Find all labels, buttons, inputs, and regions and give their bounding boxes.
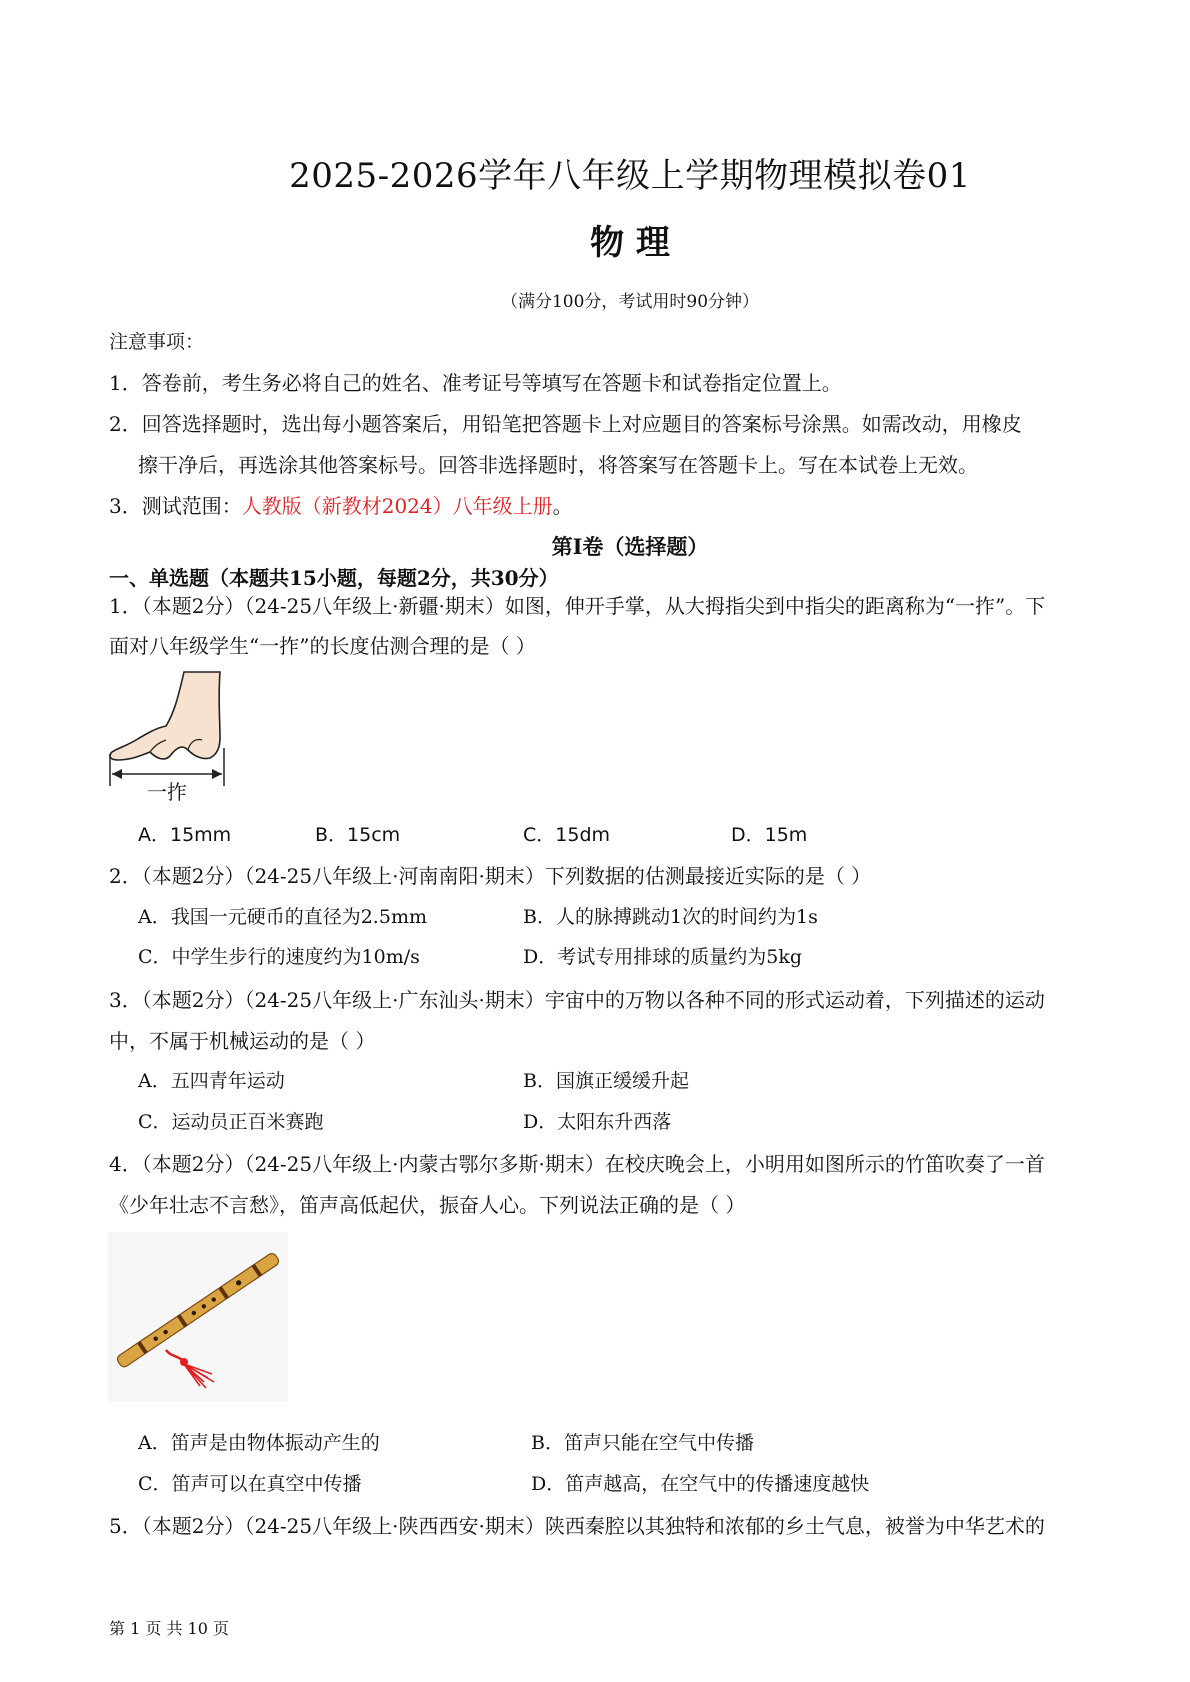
q1-stem-line-1: 1．（本题2分）（24-25八年级上·新疆·期末）如图，伸开手掌，从大拇指尖到中指尖的距离称为“一拃”。下	[109, 594, 1046, 618]
page-footer: 第 1 页 共 10 页	[109, 1619, 229, 1638]
note-item-3	[109, 490, 573, 519]
q1-option-d[interactable]: D．15m	[731, 824, 808, 846]
part-heading: 一、单选题（本题共15小题，每题2分，共30分）	[109, 566, 559, 590]
q4-option-c[interactable]: C．笛声可以在真空中传播	[138, 1473, 362, 1495]
q1-stem-line-2: 面对八年级学生“一拃”的长度估测合理的是（ ）	[109, 634, 536, 658]
q3-option-d[interactable]: D．太阳东升西落	[523, 1111, 672, 1133]
note-item-2-line-1: 2．回答选择题时，选出每小题答案后，用铅笔把答题卡上对应题目的答案标号涂黑。如需改动，用橡皮	[109, 412, 1022, 436]
note-item-2-line-2: 擦干净后，再选涂其他答案标号。回答非选择题时，将答案写在答题卡上。写在本试卷上无效。	[138, 453, 978, 477]
note-item-1: 1．答卷前，考生务必将自己的姓名、准考证号等填写在答题卡和试卷指定位置上。	[109, 371, 842, 395]
q3-stem-line-2: 中，不属于机械运动的是（ ）	[109, 1029, 376, 1053]
q4-stem-line-1: 4．（本题2分）（24-25八年级上·内蒙古鄂尔多斯·期末）在校庆晚会上，小明用如图所示的竹笛吹奏了一首	[109, 1152, 1045, 1176]
q4-option-a[interactable]: A．笛声是由物体振动产生的	[138, 1432, 380, 1454]
test-range: 人教版（新教材2024）八年级上册	[241, 494, 553, 518]
q1-option-c[interactable]: C．15dm	[523, 824, 611, 846]
exam-title: 2025-2026学年八年级上学期物理模拟卷01	[289, 156, 971, 196]
q4-option-b[interactable]: B．笛声只能在空气中传播	[531, 1432, 754, 1454]
q2-option-b[interactable]: B．人的脉搏跳动1次的时间约为1s	[523, 906, 818, 928]
q4-stem-line-2: 《少年壮志不言愁》，笛声高低起伏，振奋人心。下列说法正确的是（ ）	[109, 1193, 746, 1217]
q2-option-a[interactable]: A．我国一元硬币的直径为2.5mm	[138, 906, 427, 928]
subject-title: 物 理	[590, 223, 670, 263]
hand-illustration	[110, 672, 220, 760]
span-arrow-left-head	[112, 769, 122, 779]
hand-span-label: 一拃	[147, 780, 187, 804]
q1-option-b[interactable]: B．15cm	[315, 824, 401, 846]
q2-stem: 2．（本题2分）（24-25八年级上·河南南阳·期末）下列数据的估测最接近实际的是（ ）	[109, 864, 872, 888]
note-item-3-prefix: 3．测试范围：	[109, 494, 242, 518]
span-arrow-right-head	[212, 769, 222, 779]
q1-option-a[interactable]: A．15mm	[138, 824, 232, 846]
q3-option-c[interactable]: C．运动员正百米赛跑	[138, 1111, 324, 1133]
section-title: 第Ⅰ卷（选择题）	[551, 534, 709, 559]
q3-option-b[interactable]: B．国旗正缓缓升起	[523, 1070, 689, 1092]
q2-option-d[interactable]: D．考试专用排球的质量约为5kg	[523, 946, 802, 968]
notes-heading: 注意事项：	[109, 331, 205, 353]
q5-stem-line-1: 5．（本题2分）（24-25八年级上·陕西西安·期末）陕西秦腔以其独特和浓郁的乡土气息，被誉为中华艺术的	[109, 1514, 1045, 1538]
bamboo-flute-figure	[108, 1232, 288, 1402]
note-item-3-suffix: 。	[552, 494, 573, 518]
score-info: （满分100分，考试用时90分钟）	[500, 292, 760, 312]
q3-stem-line-1: 3．（本题2分）（24-25八年级上·广东汕头·期末）宇宙中的万物以各种不同的形式运动着，下列描述的运动	[109, 988, 1045, 1012]
q2-option-c[interactable]: C．中学生步行的速度约为10m/s	[138, 946, 420, 968]
q3-option-a[interactable]: A．五四青年运动	[138, 1070, 285, 1092]
q4-option-d[interactable]: D．笛声越高，在空气中的传播速度越快	[531, 1473, 870, 1495]
